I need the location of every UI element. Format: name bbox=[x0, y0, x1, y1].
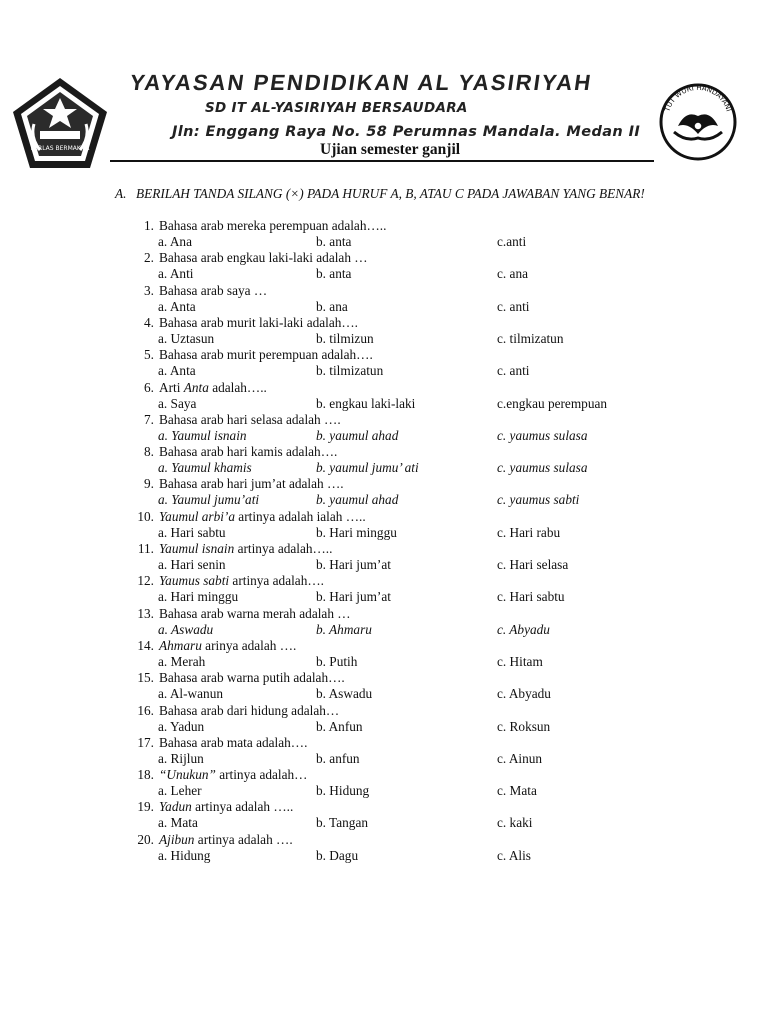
arabic-term: Yaumul arbi’a bbox=[159, 508, 235, 524]
option-a: a. Rijlun bbox=[158, 750, 204, 766]
question-text: Yaumul isnain artinya adalah….. bbox=[159, 541, 333, 556]
arabic-term: Ahmaru bbox=[159, 637, 202, 653]
option-c: c. Hari rabu bbox=[497, 524, 561, 540]
question-number: 1. bbox=[144, 218, 154, 233]
question-text: Ahmaru arinya adalah …. bbox=[159, 637, 297, 653]
svg-text:PERLAS BERMAKNA: PERLAS BERMAKNA bbox=[30, 145, 90, 152]
option-b: b. Anfun bbox=[316, 718, 363, 734]
option-a: a. Yaumul isnain bbox=[158, 427, 247, 443]
header-divider bbox=[110, 160, 654, 162]
question-number: 19. bbox=[137, 799, 154, 815]
option-b: b. yaumul jumu’ ati bbox=[316, 460, 419, 476]
question-text: Bahasa arab mereka perempuan adalah….. bbox=[159, 218, 387, 233]
option-a: a. Uztasun bbox=[158, 330, 215, 346]
option-c: c. anti bbox=[497, 363, 530, 379]
option-c: c. Ainun bbox=[497, 750, 543, 766]
question-text: Bahasa arab hari selasa adalah …. bbox=[159, 411, 341, 427]
option-a: a. Merah bbox=[158, 653, 206, 669]
option-c: c. Alis bbox=[497, 847, 531, 863]
question-number: 11. bbox=[137, 541, 154, 556]
question-text: Bahasa arab saya … bbox=[159, 282, 268, 298]
question-text: Bahasa arab warna putih adalah…. bbox=[159, 670, 345, 686]
question-number: 15. bbox=[137, 670, 154, 686]
option-a: a. Aswadu bbox=[158, 621, 214, 637]
option-c: c. Abyadu bbox=[497, 621, 550, 637]
option-b: b. anta bbox=[316, 266, 352, 282]
question-number: 6. bbox=[144, 379, 154, 395]
option-b: b. Aswadu bbox=[316, 686, 373, 702]
option-c: c.anti bbox=[497, 234, 527, 249]
option-c: c. kaki bbox=[497, 815, 533, 831]
option-a: a. Yadun bbox=[158, 718, 205, 734]
option-b: b. Hari jum’at bbox=[316, 589, 391, 605]
option-c: c. Roksun bbox=[497, 718, 551, 734]
option-b: b. Hari minggu bbox=[316, 524, 397, 540]
question-number: 18. bbox=[137, 767, 154, 783]
option-c: c. Abyadu bbox=[497, 686, 551, 702]
question-number: 3. bbox=[144, 282, 154, 298]
option-a: a. Hari senin bbox=[158, 557, 226, 572]
option-a: a. Al-wanun bbox=[158, 686, 223, 702]
question-text: Bahasa arab murit laki-laki adalah…. bbox=[159, 314, 359, 330]
arabic-term: Ajibun bbox=[159, 831, 195, 847]
question-number: 17. bbox=[137, 734, 154, 750]
option-c: c. Hitam bbox=[497, 653, 543, 669]
question-text: Ajibun artinya adalah …. bbox=[159, 831, 293, 847]
option-b: b. Putih bbox=[316, 653, 358, 669]
option-b: b. tilmizun bbox=[316, 330, 374, 346]
arabic-term: Yadun bbox=[159, 799, 192, 815]
option-a: a. Leher bbox=[158, 783, 202, 799]
school-address: Jln: Enggang Raya No. 58 Perumnas Mandala. Medan II bbox=[172, 124, 641, 140]
question-text: “Unukun” artinya adalah… bbox=[159, 767, 308, 783]
arabic-term: “Unukun” bbox=[159, 767, 216, 783]
option-a: a. Anti bbox=[158, 266, 194, 282]
option-a: a. Hari minggu bbox=[158, 589, 239, 605]
option-c: c. yaumus sulasa bbox=[497, 427, 588, 443]
letterhead bbox=[0, 0, 768, 170]
exam-title: Ujian semester ganjil bbox=[320, 141, 461, 158]
question-number: 12. bbox=[137, 573, 154, 589]
option-b: b. tilmizatun bbox=[316, 363, 384, 379]
arabic-term: Yaumus sabti bbox=[159, 573, 230, 589]
option-a: a. Ana bbox=[158, 234, 192, 249]
option-c: c. tilmizatun bbox=[497, 330, 564, 346]
option-b: b. anfun bbox=[316, 750, 360, 766]
question-text: Bahasa arab dari hidung adalah… bbox=[159, 702, 340, 718]
question-number: 8. bbox=[144, 444, 154, 460]
question-number: 2. bbox=[144, 250, 154, 266]
question-number: 13. bbox=[137, 605, 154, 621]
question-number: 10. bbox=[137, 508, 154, 524]
question-number: 16. bbox=[137, 702, 154, 718]
option-a: a. Hidung bbox=[158, 847, 211, 863]
question-text: Bahasa arab hari jum’at adalah …. bbox=[159, 476, 344, 492]
option-c: c. Mata bbox=[497, 783, 537, 799]
question-text: Bahasa arab murit perempuan adalah…. bbox=[159, 347, 373, 363]
option-b: b. yaumul ahad bbox=[316, 427, 399, 443]
option-c: c. Hari selasa bbox=[497, 557, 569, 572]
question-number: 9. bbox=[144, 476, 154, 492]
question-text: Yaumus sabti artinya adalah…. bbox=[159, 573, 324, 589]
question-text: Yadun artinya adalah ….. bbox=[159, 799, 294, 815]
tut-wuri-handayani-logo bbox=[648, 82, 748, 162]
option-b: b. Hidung bbox=[316, 783, 370, 799]
option-a: a. Mata bbox=[158, 815, 198, 831]
question-text: Bahasa arab hari kamis adalah…. bbox=[159, 444, 338, 460]
option-c: c. yaumus sulasa bbox=[497, 460, 588, 476]
option-a: a. Yaumul khamis bbox=[158, 460, 252, 476]
question-number: 20. bbox=[137, 831, 154, 847]
question-text: Bahasa arab mata adalah…. bbox=[159, 734, 308, 750]
question-text: Yaumul arbi’a artinya adalah ialah ….. bbox=[159, 508, 366, 524]
option-a: a. Yaumul jumu’ati bbox=[158, 492, 260, 508]
instruction-text: BERILAH TANDA SILANG (×) PADA HURUF A, B, ATAU C PADA JAWABAN YANG BENAR! bbox=[136, 186, 645, 201]
option-c: c. yaumus sabti bbox=[497, 492, 580, 508]
option-a: a. Anta bbox=[158, 298, 196, 314]
option-b: b. ana bbox=[316, 298, 348, 314]
section-letter: A. bbox=[115, 186, 127, 201]
option-c: c. Hari sabtu bbox=[497, 589, 565, 605]
option-b: b. Tangan bbox=[316, 815, 368, 831]
option-a: a. Saya bbox=[158, 395, 197, 411]
question-number: 4. bbox=[144, 314, 154, 330]
option-b: b. yaumul ahad bbox=[316, 492, 399, 508]
school-emblem-logo bbox=[10, 76, 110, 172]
arabic-term: Yaumul isnain bbox=[159, 541, 235, 556]
arabic-term: Anta bbox=[183, 379, 209, 395]
question-text: Arti Anta adalah….. bbox=[159, 379, 267, 395]
option-c: c.engkau perempuan bbox=[497, 395, 608, 411]
question-number: 5. bbox=[144, 347, 154, 363]
foundation-name: YAYASAN PENDIDIKAN AL YASIRIYAH bbox=[128, 70, 595, 95]
option-b: b. anta bbox=[316, 234, 352, 249]
question-number: 7. bbox=[144, 411, 154, 427]
svg-text:TUT WURI HANDAYANI: TUT WURI HANDAYANI bbox=[663, 83, 733, 113]
option-b: b. Ahmaru bbox=[316, 621, 372, 637]
option-c: c. anti bbox=[497, 298, 530, 314]
option-b: b. Dagu bbox=[316, 847, 359, 863]
question-number: 14. bbox=[137, 637, 154, 653]
school-name: SD IT AL-YASIRIYAH BERSAUDARA bbox=[205, 100, 468, 116]
question-text: Bahasa arab engkau laki-laki adalah … bbox=[159, 250, 368, 266]
option-b: b. Hari jum’at bbox=[316, 557, 391, 572]
option-c: c. ana bbox=[497, 266, 529, 282]
option-b: b. engkau laki-laki bbox=[316, 395, 416, 411]
option-a: a. Anta bbox=[158, 363, 196, 379]
option-a: a. Hari sabtu bbox=[158, 524, 226, 540]
question-text: Bahasa arab warna merah adalah … bbox=[159, 605, 351, 621]
